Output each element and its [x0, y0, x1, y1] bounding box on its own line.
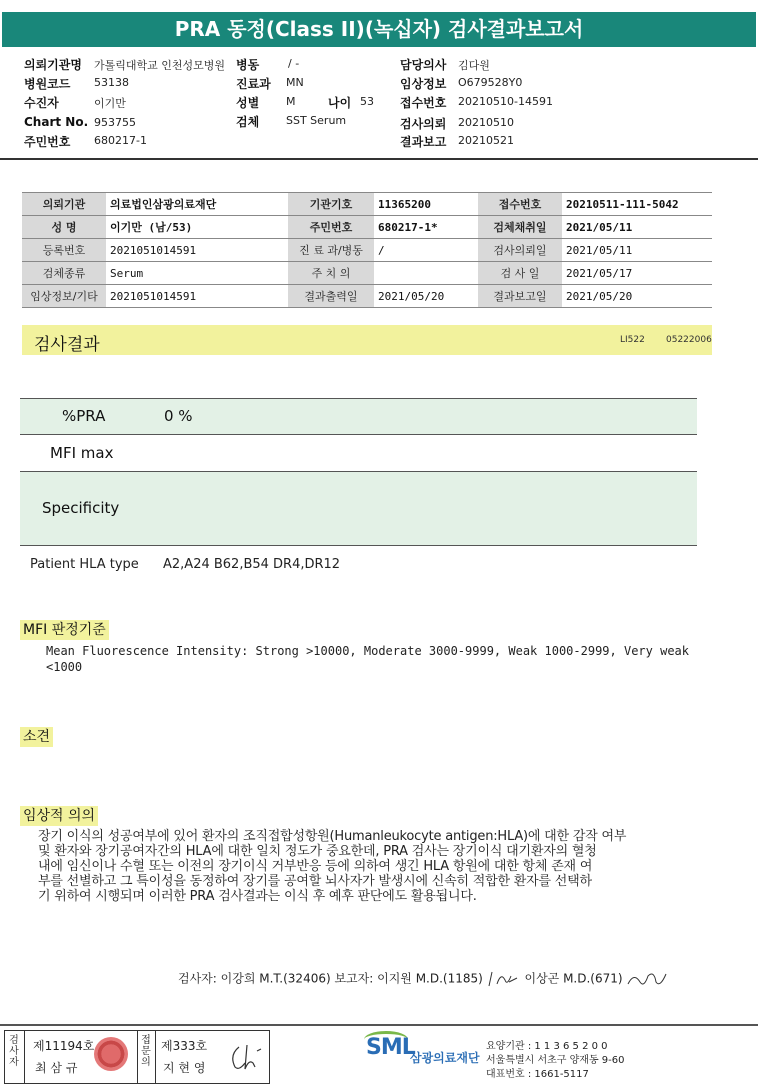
request-label: 검사의뢰 — [400, 117, 447, 131]
stamp-label-specialist: 접문의 — [141, 1035, 151, 1068]
mfi-max-label: MFI max — [50, 444, 114, 462]
info-table-value: 2021/05/11 — [562, 216, 712, 239]
info-table-row — [22, 239, 712, 262]
hla-type-label: Patient HLA type — [30, 557, 139, 572]
pra-value: 0 % — [164, 407, 193, 425]
approval-stamp-box — [4, 1030, 270, 1084]
specimen-value: SST Serum — [286, 114, 347, 127]
institution-address: 서울특별시 서초구 양재동 9-60 — [486, 1055, 625, 1066]
clinical-meaning-title: 임상적 의의 — [20, 806, 98, 826]
pra-row — [20, 399, 697, 434]
info-table-row — [22, 285, 712, 308]
info-table-label: 임상정보/기타 — [22, 285, 106, 308]
report-title: PRA 동정(Class II)(녹십자) 검사결과보고서 — [174, 17, 584, 41]
info-table-value: 2021051014591 — [106, 239, 288, 262]
institution-phone: 대표번호 : 1661-5117 — [486, 1069, 589, 1080]
org-value: 가톨릭대학교 인천성모병원 — [94, 59, 226, 72]
pra-label: %PRA — [62, 407, 106, 425]
info-table-value: Serum — [106, 262, 288, 285]
examiner-name: 최 삼 규 — [35, 1061, 78, 1075]
rrn-value: 680217-1 — [94, 134, 147, 147]
footer-divider — [0, 1024, 758, 1026]
mfi-criteria-title: MFI 판정기준 — [20, 620, 109, 640]
rrn-label: 주민번호 — [24, 135, 71, 149]
age-value: 53 — [360, 95, 374, 108]
result-section-header — [22, 325, 712, 355]
info-table-value: 2021/05/20 — [374, 285, 478, 308]
info-table-label: 기관기호 — [288, 193, 374, 216]
patient-label: 수진자 — [24, 96, 59, 110]
receipt-label: 접수번호 — [400, 96, 447, 110]
doctor-label: 담당의사 — [400, 58, 447, 72]
info-table-value: 2021051014591 — [106, 285, 288, 308]
specificity-label: Specificity — [42, 499, 120, 517]
dept-label: 진료과 — [236, 77, 271, 91]
hla-type-value: A2,A24 B62,B54 DR4,DR12 — [163, 557, 341, 572]
dept-value: MN — [286, 76, 304, 89]
signature-text: 검사자: 이강희 M.T.(32406) 보고자: 이지원 M.D.(1185) — [178, 971, 483, 986]
foundation-name: 삼광의료재단 — [410, 1051, 480, 1065]
result-divider — [20, 545, 697, 546]
info-table-label: 주민번호 — [288, 216, 374, 239]
opinion-title: 소견 — [20, 727, 53, 747]
patient-info-table — [22, 192, 712, 308]
info-table-label: 성 명 — [22, 216, 106, 239]
info-table-value — [374, 262, 478, 285]
sex-label: 성별 — [236, 96, 260, 110]
examiner-license: 제11194호 — [33, 1039, 95, 1053]
hosp-code-value: 53138 — [94, 76, 129, 89]
institution-code: 요양기관 : 1 1 3 6 5 2 0 0 — [486, 1041, 608, 1052]
info-table-label: 진 료 과/병동 — [288, 239, 374, 262]
clinical-value: O679528Y0 — [458, 76, 523, 89]
info-table-row — [22, 262, 712, 285]
info-table-value: 680217-1* — [374, 216, 478, 239]
age-label: 나이 — [328, 96, 352, 110]
signature-line — [178, 968, 670, 990]
receipt-value: 20210510-14591 — [458, 95, 553, 108]
info-table-value: 2021/05/20 — [562, 285, 712, 308]
info-table-label: 등록번호 — [22, 239, 106, 262]
info-table-value: 20210511-111-5042 — [562, 193, 712, 216]
ward-value: / - — [288, 57, 300, 70]
signature-image — [487, 968, 521, 990]
info-table-label: 의뢰기관 — [22, 193, 106, 216]
info-table-label: 검사의뢰일 — [478, 239, 562, 262]
stamp-divider — [137, 1031, 138, 1083]
info-table-value: 2021/05/17 — [562, 262, 712, 285]
info-table-label: 결과보고일 — [478, 285, 562, 308]
hosp-code-label: 병원코드 — [24, 77, 71, 91]
signature-text-2: 이상곤 M.D.(671) — [524, 971, 623, 986]
info-table-label: 검 사 일 — [478, 262, 562, 285]
mfi-criteria-text: Mean Fluorescence Intensity: Strong >10000, Moderate 3000-9999, Weak 1000-2999, Very weak — [46, 644, 689, 658]
info-table-label: 접수번호 — [478, 193, 562, 216]
official-seal-icon — [94, 1037, 128, 1071]
info-table-label: 검체종류 — [22, 262, 106, 285]
patient-value: 이기만 — [94, 97, 126, 110]
sml-logo: SML — [366, 1035, 415, 1060]
specialist-name: 지 현 영 — [163, 1061, 206, 1075]
clinical-meaning-line: 기 위하여 시행되며 이러한 PRA 검사결과는 이식 후 예후 판단에도 활용됩니다. — [38, 889, 477, 904]
result-section-title: 검사결과 — [34, 335, 100, 355]
ward-label: 병동 — [236, 58, 260, 72]
header-divider — [0, 158, 758, 160]
mfi-criteria-text-cont: <1000 — [46, 660, 83, 674]
request-value: 20210510 — [458, 116, 514, 129]
sex-value: M — [286, 95, 296, 108]
specificity-row — [20, 472, 697, 545]
info-table-row — [22, 216, 712, 239]
specialist-license: 제333호 — [161, 1039, 208, 1053]
info-table-label: 검체채취일 — [478, 216, 562, 239]
info-table-label: 결과출력일 — [288, 285, 374, 308]
result-code-number: 05222006 — [666, 335, 712, 345]
report-title-bar — [2, 12, 756, 47]
clinical-meaning-line: 내에 임신이나 수혈 또는 이전의 장기이식 거부반응 등에 의하여 생긴 HLA 항원에 대한 항체 존재 여 — [38, 859, 593, 874]
clinical-meaning-line: 부를 선별하고 그 특이성을 동정하여 장기를 공여할 뇌사자가 발생시에 신속히 적합한 환자를 선택하 — [38, 874, 592, 889]
info-table-value: 의료법인삼광의료재단 — [106, 193, 288, 216]
chart-label: Chart No. — [24, 115, 89, 129]
info-table-value: / — [374, 239, 478, 262]
clinical-label: 임상정보 — [400, 77, 447, 91]
info-table-row — [22, 193, 712, 216]
stamp-divider — [155, 1031, 156, 1083]
report-label: 결과보고 — [400, 135, 447, 149]
stamp-divider — [24, 1031, 25, 1083]
chart-value: 953755 — [94, 116, 136, 129]
info-table-value: 11365200 — [374, 193, 478, 216]
info-table-label: 주 치 의 — [288, 262, 374, 285]
doctor-value: 김다원 — [458, 59, 490, 72]
info-table-value: 이기만 (남/53) — [106, 216, 288, 239]
clinical-meaning-text — [38, 829, 703, 904]
info-table-value: 2021/05/11 — [562, 239, 712, 262]
report-value: 20210521 — [458, 134, 514, 147]
specialist-signature — [227, 1041, 263, 1073]
result-code: LI522 — [620, 335, 645, 345]
mfi-row — [20, 435, 697, 471]
org-label: 의뢰기관명 — [24, 58, 82, 72]
stamp-label-examiner: 검사자 — [9, 1035, 19, 1068]
specimen-label: 검체 — [236, 115, 260, 129]
clinical-meaning-line: 및 환자와 장기공여자간의 HLA에 대한 일치 정도가 중요한데, PRA 검사는 장기이식 대기환자의 혈청 — [38, 844, 597, 859]
signature-image — [626, 968, 670, 990]
clinical-meaning-line: 장기 이식의 성공여부에 있어 환자의 조직접합성항원(Humanleukocyte antigen:HLA)에 대한 감작 여부 — [38, 829, 627, 844]
